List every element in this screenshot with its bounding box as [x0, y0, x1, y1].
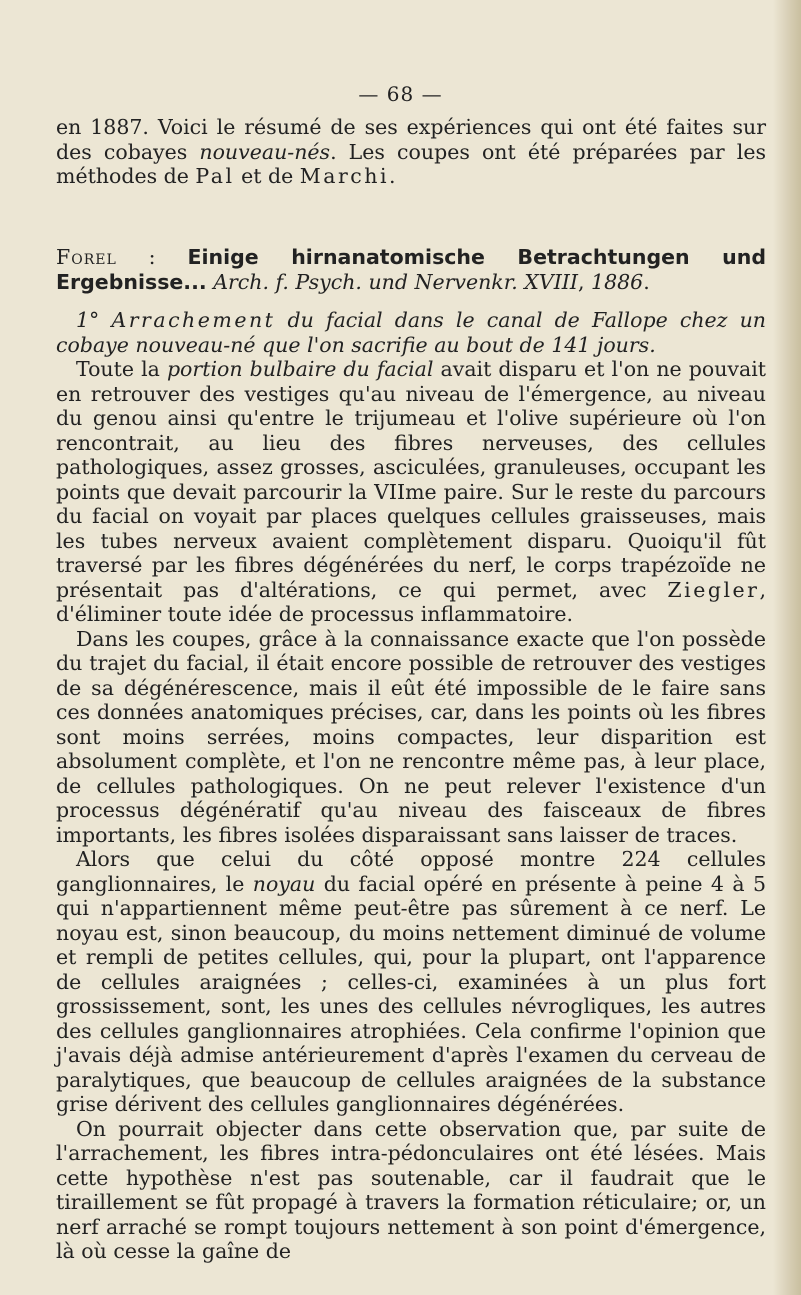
page-number: — 68 — [358, 82, 443, 106]
reference-sep: , [577, 269, 592, 294]
intro-text-2: . Les coupes ont été préparées par les méthodes de [56, 139, 766, 188]
page-edge-shadow [773, 0, 801, 1295]
paragraph-3-italic: noyau [252, 871, 316, 896]
paragraph-1-text-c: , d'éliminer toute idée de processus inflammatoire. [56, 577, 766, 626]
reference-end: . [643, 269, 650, 294]
section-heading-rest: du facial dans le canal de Fallope chez un cobaye nouveau-né que l'on sacrifie au bout de 141 jours. [56, 308, 766, 357]
paragraph-3 [56, 847, 766, 1117]
paragraph-1-text-b: avait disparu et l'on ne pouvait en retrouver des vestiges qu'au niveau de l'émergence, au niveau du genou ainsi qu'entre le trijumeau et l'olive supérieure où l'on rencontrait, au lieu des fibres nerveuses, des cellules pathologiques, assez grosses, asciculées, granuleuses, occupant les points que devait parcourir la VIIme paire. Sur le reste du parcours du facial on voyait par places quelques cellules graisseuses, mais les tubes nerveux avaient complètement disparu. Quoiqu'il fût traversé par les fibres dégénérées du nerf, le corps trapézoïde ne présentait pas d'altérations, ce qui permet, avec [56, 357, 766, 602]
paragraph-2: Dans les coupes, grâce à la connaissance exacte que l'on possède du trajet du facial, il était encore possible de retrouver des vestiges de sa dégénérescence, mais il eût été impossible de le faire sans ces données anatomiques précises, car, dans les points où les fibres sont moins serrées, moins compactes, leur disparition est absolument complète, et l'on ne rencontre même pas, à leur place, de cellules pathologiques. On ne peut relever l'existence d'un processus dégénératif qu'au niveau des faisceaux de fibres importants, les fibres isolées disparaissant sans laisser de traces. [56, 626, 766, 847]
reference-year: 1886 [591, 269, 644, 294]
paragraph-1-italic: portion bulbaire du facial [166, 357, 434, 381]
intro-text-3: et de [234, 164, 300, 188]
reference-journal: Arch. f. Psych. und Nervenkr. XVIII [206, 269, 578, 294]
reference-author: Forel [56, 245, 117, 269]
bibliographic-reference [56, 245, 766, 294]
main-body [56, 308, 766, 1264]
paragraph-1-text-a: Toute la [76, 357, 167, 381]
intro-paragraph [56, 115, 766, 189]
reference-title: Einige hirnanatomische Betrachtungen und Ergebnisse... [56, 245, 766, 294]
section-heading-spaced: Arrachement [111, 308, 276, 332]
paragraph-3-text-a: Alors que celui du côté opposé montre 224 cellules ganglionnaires, le [56, 847, 766, 896]
section-heading [56, 308, 766, 357]
paragraph-1 [56, 357, 766, 627]
author-name-ziegler: Ziegler [667, 577, 760, 602]
intro-italic: nouveau-nés [199, 139, 331, 164]
section-heading-number: 1° [76, 308, 112, 332]
author-name-marchi: Marchi [299, 164, 390, 188]
intro-text-4: . [389, 164, 396, 188]
reference-colon: : [116, 245, 188, 269]
paragraph-3-text-b: du facial opéré en présente à peine 4 à 5 qui n'appartiennent même peut-être pas sûrement à ce nerf. Le noyau est, sinon beaucoup, du moins nettement diminué de volume et rempli de petites cellules, qui, pour la plupart, ont l'apparence de cellules araignées ; celles-ci, examinées à un plus fort grossissement, sont, les unes des cellules névrogliques, les autres des cellules ganglionnaires atrophiées. Cela confirme l'opinion que j'avais déjà admise antérieurement d'après l'examen du cerveau de paralytiques, que beaucoup de cellules araignées de la substance grise dérivent des cellules ganglionnaires dégénérées. [56, 871, 766, 1116]
intro-text-1: en 1887. Voici le résumé de ses expériences qui ont été faites sur des cobayes [56, 115, 766, 164]
paragraph-4: On pourrait objecter dans cette observation que, par suite de l'arrachement, les fibres intra-pédonculaires ont été lésées. Mais cette hypothèse n'est pas soutenable, car il faudrait que le tiraillement se fût propagé à travers la formation réticulaire; or, un nerf arraché se rompt toujours nettement à son point d'émergence, là où cesse la gaîne de [56, 1116, 766, 1263]
author-name-pal: Pal [195, 164, 235, 188]
